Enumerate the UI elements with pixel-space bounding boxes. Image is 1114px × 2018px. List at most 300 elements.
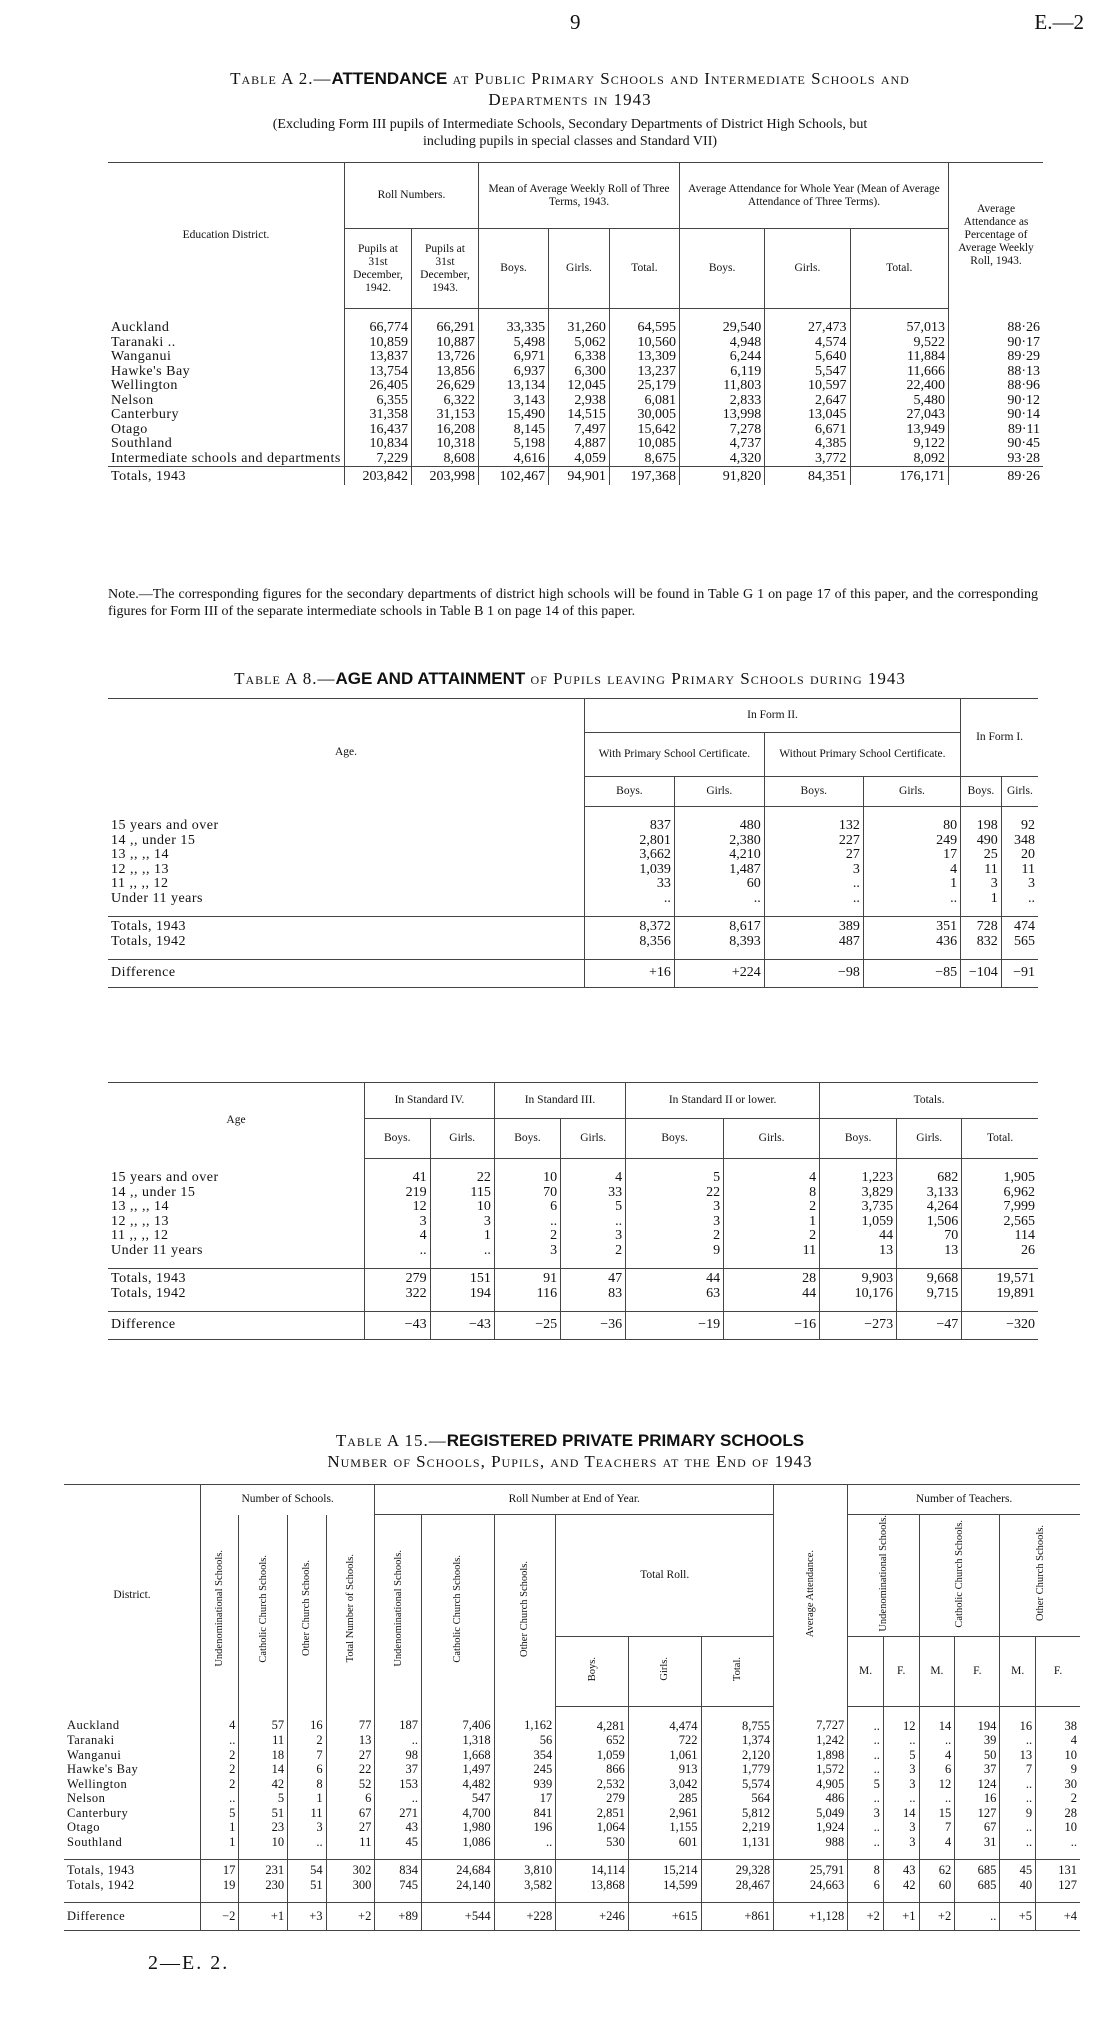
header-number-of-teachers: Number of Teachers. xyxy=(848,1485,1080,1515)
table-cell: 5,574 xyxy=(701,1777,774,1792)
table-cell: 16,437 xyxy=(345,423,412,438)
header-female: F. xyxy=(1036,1636,1080,1706)
table-cell: 2,120 xyxy=(701,1748,774,1763)
table-cell: 16,208 xyxy=(412,423,479,438)
table-cell: 187 xyxy=(375,1706,422,1733)
table-cell: 1 xyxy=(201,1835,239,1850)
header-girls: Girls. xyxy=(765,229,850,309)
table-row xyxy=(64,1835,1080,1850)
table-cell: 13,309 xyxy=(609,350,679,365)
table-cell: +2 xyxy=(848,1903,884,1931)
table-cell: +224 xyxy=(674,960,764,988)
row-label: Southland xyxy=(111,436,173,451)
table-row xyxy=(108,1186,1038,1201)
table-cell: 54 xyxy=(288,1860,326,1878)
table-cell: 7,727 xyxy=(774,1706,848,1733)
table-row xyxy=(108,452,1043,467)
table-cell: 351 xyxy=(863,917,960,935)
table-cell: .. xyxy=(863,892,960,907)
row-label: Taranaki xyxy=(67,1733,115,1748)
table-cell: 1,318 xyxy=(421,1733,494,1748)
table-cell: 33,335 xyxy=(479,309,549,336)
table-cell: 227 xyxy=(764,834,863,849)
table-cell: 15,214 xyxy=(628,1860,701,1878)
table-cell: 1,242 xyxy=(774,1733,848,1748)
table-cell: 6,971 xyxy=(479,350,549,365)
table-cell: 25 xyxy=(961,848,1002,863)
row-label: Canterbury xyxy=(111,407,179,422)
header-average-attendance: Average Attendance. xyxy=(774,1485,848,1707)
table-cell: 25,791 xyxy=(774,1860,848,1878)
table-cell: 33 xyxy=(585,877,675,892)
table-cell: 12 xyxy=(883,1706,919,1733)
header-girls: Girls. xyxy=(628,1636,701,1706)
table-cell: 1,898 xyxy=(774,1748,848,1763)
table-cell: .. xyxy=(375,1733,422,1748)
table-cell: 2,219 xyxy=(701,1820,774,1835)
row-label: 11 ,, ,, 12 xyxy=(111,1228,169,1243)
table-a15-subtitle: Number of Schools, Pupils, and Teachers at the End of 1943 xyxy=(327,1452,813,1471)
table-cell: .. xyxy=(494,1215,560,1230)
table-cell: 1 xyxy=(288,1791,326,1806)
table-cell: 90·45 xyxy=(949,437,1044,452)
table-cell: 115 xyxy=(430,1186,494,1201)
table-cell: 94,901 xyxy=(549,467,610,485)
table-cell: 4 xyxy=(863,863,960,878)
table-cell: 5 xyxy=(848,1777,884,1792)
table-cell: 38 xyxy=(1036,1706,1080,1733)
table-cell: 601 xyxy=(628,1835,701,1850)
row-label: Otago xyxy=(67,1820,101,1835)
table-cell: +1,128 xyxy=(774,1903,848,1931)
table-cell: 8 xyxy=(288,1777,326,1792)
table-cell: 30,005 xyxy=(609,408,679,423)
table-cell: 14 xyxy=(239,1762,288,1777)
row-label: Hawke's Bay xyxy=(111,363,191,379)
header-boys: Boys. xyxy=(494,1119,560,1159)
table-cell: 866 xyxy=(556,1762,629,1777)
table-cell: +3 xyxy=(288,1903,326,1931)
table-row xyxy=(108,863,1038,878)
table-cell: 3 xyxy=(365,1215,431,1230)
table-row xyxy=(108,807,1038,834)
table-cell: 4 xyxy=(561,1159,626,1186)
table-cell: +16 xyxy=(585,960,675,988)
table-cell: 474 xyxy=(1001,917,1038,935)
table-a2-title xyxy=(90,68,1050,110)
header-girls: Girls. xyxy=(724,1119,820,1159)
table-cell: 51 xyxy=(239,1806,288,1821)
table-cell: 11 xyxy=(1001,863,1038,878)
table-cell: .. xyxy=(919,1791,955,1806)
row-label: 12 ,, ,, 13 xyxy=(111,1213,169,1229)
header-catholic: Catholic Church Schools. xyxy=(421,1515,494,1707)
table-cell: 67 xyxy=(955,1820,1000,1835)
table-cell: 939 xyxy=(494,1777,556,1792)
table-cell: 1,061 xyxy=(628,1748,701,1763)
table-cell: 565 xyxy=(1001,935,1038,950)
row-label: Hawke's Bay xyxy=(67,1762,139,1777)
table-cell: 102,467 xyxy=(479,467,549,485)
row-label: 14 ,, under 15 xyxy=(111,832,196,848)
table-cell: 3,133 xyxy=(897,1186,962,1201)
table-cell: 27,473 xyxy=(765,309,850,336)
table-cell: .. xyxy=(494,1835,556,1850)
table-cell: 15,642 xyxy=(609,423,679,438)
table-cell: 10,834 xyxy=(345,437,412,452)
table-cell: 6,244 xyxy=(679,350,764,365)
table-cell: 13 xyxy=(1000,1748,1036,1763)
table-cell: +4 xyxy=(1036,1903,1080,1931)
row-label: 15 years and over xyxy=(111,1169,219,1185)
table-cell: 88·26 xyxy=(949,309,1044,336)
table-cell: +5 xyxy=(1000,1903,1036,1931)
table-cell: 84,351 xyxy=(765,467,850,485)
table-cell: 841 xyxy=(494,1806,556,1821)
table-cell: 27 xyxy=(764,848,863,863)
table-cell: 45 xyxy=(375,1835,422,1850)
table-cell: 90·12 xyxy=(949,394,1044,409)
table-cell: 60 xyxy=(674,877,764,892)
header-with-certificate: With Primary School Certificate. xyxy=(585,733,765,777)
row-label: Auckland xyxy=(67,1718,120,1733)
table-cell: 11 xyxy=(239,1733,288,1748)
table-row xyxy=(108,1215,1038,1230)
table-cell: .. xyxy=(764,892,863,907)
header-form-2: In Form II. xyxy=(585,699,961,733)
table-a2-prefix: Table A 2.— xyxy=(230,69,332,88)
table-row xyxy=(108,848,1038,863)
table-cell: 6 xyxy=(919,1762,955,1777)
table-row xyxy=(108,834,1038,849)
table-cell: 42 xyxy=(239,1777,288,1792)
table-cell: 196 xyxy=(494,1820,556,1835)
table-cell: 17 xyxy=(863,848,960,863)
table-cell: −47 xyxy=(897,1312,962,1340)
table-cell: 70 xyxy=(897,1229,962,1244)
table-cell: 3,042 xyxy=(628,1777,701,1792)
table-cell: 285 xyxy=(628,1791,701,1806)
table-cell: 22 xyxy=(430,1159,494,1186)
table-cell: 7,999 xyxy=(962,1200,1038,1215)
table-cell: 127 xyxy=(955,1806,1000,1821)
table-row xyxy=(108,892,1038,907)
table-cell: 436 xyxy=(863,935,960,950)
table-cell: 60 xyxy=(919,1878,955,1893)
table-cell: 5 xyxy=(239,1791,288,1806)
table-cell: 26,629 xyxy=(412,379,479,394)
table-cell: .. xyxy=(375,1791,422,1806)
table-cell: 1 xyxy=(724,1215,820,1230)
header-male: M. xyxy=(848,1636,884,1706)
table-cell: 93·28 xyxy=(949,452,1044,467)
table-cell: 90·14 xyxy=(949,408,1044,423)
table-cell: 11,884 xyxy=(850,350,948,365)
table-cell: 8,145 xyxy=(479,423,549,438)
table-cell: 2 xyxy=(626,1229,724,1244)
table-cell: 8,755 xyxy=(701,1706,774,1733)
table-cell: 3 xyxy=(494,1244,560,1259)
table-row xyxy=(108,350,1043,365)
table-cell: 98 xyxy=(375,1748,422,1763)
header-total: Total. xyxy=(850,229,948,309)
table-row xyxy=(108,467,1043,485)
table-cell: 13,726 xyxy=(412,350,479,365)
table-cell: 42 xyxy=(883,1878,919,1893)
table-a2-subtitle xyxy=(90,116,1050,150)
table-cell: 14 xyxy=(883,1806,919,1821)
table-cell: 1,131 xyxy=(701,1835,774,1850)
table-cell: 4,887 xyxy=(549,437,610,452)
table-cell: 131 xyxy=(1036,1860,1080,1878)
table-cell: 348 xyxy=(1001,834,1038,849)
table-cell: −16 xyxy=(724,1312,820,1340)
row-label: Taranaki .. xyxy=(111,334,176,350)
table-cell: 2 xyxy=(561,1244,626,1259)
table-cell: 16 xyxy=(955,1791,1000,1806)
table-row xyxy=(108,1269,1038,1287)
table-cell: 2,833 xyxy=(679,394,764,409)
table-cell: 12,045 xyxy=(549,379,610,394)
table-cell: 116 xyxy=(494,1287,560,1302)
table-cell: 24,140 xyxy=(421,1878,494,1893)
table-cell: 10,597 xyxy=(765,379,850,394)
row-label: 13 ,, ,, 14 xyxy=(111,1199,169,1214)
table-cell: 8,393 xyxy=(674,935,764,950)
row-label: Wellington xyxy=(67,1776,128,1791)
table-cell: 1,162 xyxy=(494,1706,556,1733)
table-cell: +615 xyxy=(628,1903,701,1931)
table-a8-prefix: Table A 8.— xyxy=(234,669,336,688)
table-cell: 28 xyxy=(1036,1806,1080,1821)
table-row xyxy=(64,1706,1080,1733)
header-teachers-catholic: Catholic Church Schools. xyxy=(919,1515,1000,1637)
table-cell: .. xyxy=(764,877,863,892)
row-label: Totals, 1943 xyxy=(108,467,345,485)
table-cell: 245 xyxy=(494,1762,556,1777)
table-cell: 31 xyxy=(955,1835,1000,1850)
table-cell: 64,595 xyxy=(609,309,679,336)
table-cell: 44 xyxy=(820,1229,897,1244)
row-label: 15 years and over xyxy=(111,817,219,833)
table-cell: 5 xyxy=(201,1806,239,1821)
row-label: Difference xyxy=(108,1312,365,1340)
table-row xyxy=(108,1159,1038,1186)
table-cell: 4,281 xyxy=(556,1706,629,1733)
table-row xyxy=(108,336,1043,351)
table-cell: 19,571 xyxy=(962,1269,1038,1287)
table-cell: +861 xyxy=(701,1903,774,1931)
table-cell: 44 xyxy=(626,1269,724,1287)
table-cell: 4,320 xyxy=(679,452,764,467)
table-cell: 1,374 xyxy=(701,1733,774,1748)
table-cell: 3 xyxy=(626,1215,724,1230)
table-cell: .. xyxy=(430,1244,494,1259)
row-label: 13 ,, ,, 14 xyxy=(111,847,169,862)
table-cell: 197,368 xyxy=(609,467,679,485)
table-cell: .. xyxy=(1000,1777,1036,1792)
table-cell: 10,859 xyxy=(345,336,412,351)
table-cell: 2 xyxy=(724,1229,820,1244)
table-cell: 1 xyxy=(201,1820,239,1835)
table-cell: 745 xyxy=(375,1878,422,1893)
table-row xyxy=(108,423,1043,438)
table-cell: 27 xyxy=(326,1820,375,1835)
table-cell: 92 xyxy=(1001,807,1038,834)
table-cell: 80 xyxy=(863,807,960,834)
table-cell: 50 xyxy=(955,1748,1000,1763)
table-row xyxy=(64,1820,1080,1835)
table-cell: .. xyxy=(883,1733,919,1748)
table-cell: −19 xyxy=(626,1312,724,1340)
table-row xyxy=(64,1777,1080,1792)
table-cell: 6 xyxy=(848,1878,884,1893)
table-cell: +2 xyxy=(326,1903,375,1931)
table-cell: 2 xyxy=(201,1748,239,1763)
table-cell: −2 xyxy=(201,1903,239,1931)
table-cell: 1 xyxy=(961,892,1002,907)
table-cell: 8,372 xyxy=(585,917,675,935)
table-cell: 3,582 xyxy=(494,1878,556,1893)
table-cell: 41 xyxy=(365,1159,431,1186)
table-cell: 17 xyxy=(494,1791,556,1806)
table-cell: 66,774 xyxy=(345,309,412,336)
table-cell: 4 xyxy=(365,1229,431,1244)
table-cell: 9,668 xyxy=(897,1269,962,1287)
table-cell: .. xyxy=(1000,1820,1036,1835)
table-cell: 203,998 xyxy=(412,467,479,485)
table-cell: 6,300 xyxy=(549,365,610,380)
table-cell: 13,134 xyxy=(479,379,549,394)
table-cell: .. xyxy=(201,1791,239,1806)
table-cell: 6,081 xyxy=(609,394,679,409)
table-cell: +544 xyxy=(421,1903,494,1931)
table-cell: 231 xyxy=(239,1860,288,1878)
table-cell: 45 xyxy=(1000,1860,1036,1878)
table-cell: 4,737 xyxy=(679,437,764,452)
row-label: Totals, 1942 xyxy=(111,1285,187,1301)
header-girls: Girls. xyxy=(430,1119,494,1159)
table-cell: 6,962 xyxy=(962,1186,1038,1201)
header-girls: Girls. xyxy=(549,229,610,309)
table-row xyxy=(108,1200,1038,1215)
table-cell: 3,143 xyxy=(479,394,549,409)
table-cell: 39 xyxy=(955,1733,1000,1748)
table-cell: 279 xyxy=(365,1269,431,1287)
table-cell: +246 xyxy=(556,1903,629,1931)
table-a2-note: Note.—The corresponding figures for the secondary departments of district high schools will be found in Table G 1 on page 17 of this paper, and the corresponding figures for Form III of the separate intermediate schools in Table B 1 on page 14 of this paper. xyxy=(108,587,1038,619)
table-cell: 12 xyxy=(365,1200,431,1215)
table-cell: 13,998 xyxy=(679,408,764,423)
table-cell: 389 xyxy=(764,917,863,935)
table-cell: 4,210 xyxy=(674,848,764,863)
table-cell: 5,480 xyxy=(850,394,948,409)
row-label: Southland xyxy=(67,1834,123,1849)
table-cell: 2,532 xyxy=(556,1777,629,1792)
table-cell: 23 xyxy=(239,1820,288,1835)
table-cell: 2 xyxy=(201,1777,239,1792)
table-cell: 302 xyxy=(326,1860,375,1878)
table-cell: 354 xyxy=(494,1748,556,1763)
table-cell: 4 xyxy=(201,1706,239,1733)
table-cell: 8,675 xyxy=(609,452,679,467)
table-cell: 6,119 xyxy=(679,365,764,380)
table-cell: 11 xyxy=(724,1244,820,1259)
table-cell: 90·17 xyxy=(949,336,1044,351)
table-cell: 56 xyxy=(494,1733,556,1748)
table-cell: 6,355 xyxy=(345,394,412,409)
table-cell: −25 xyxy=(494,1312,560,1340)
table-cell: 51 xyxy=(288,1878,326,1893)
table-cell: 17 xyxy=(201,1860,239,1878)
table-cell: 2,565 xyxy=(962,1215,1038,1230)
table-cell: 490 xyxy=(961,834,1002,849)
table-row xyxy=(64,1748,1080,1763)
table-cell: 685 xyxy=(955,1878,1000,1893)
table-cell: 29,540 xyxy=(679,309,764,336)
table-cell: 10 xyxy=(239,1835,288,1850)
table-cell: 7,278 xyxy=(679,423,764,438)
table-cell: 14,515 xyxy=(549,408,610,423)
header-male: M. xyxy=(919,1636,955,1706)
table-cell: .. xyxy=(848,1762,884,1777)
table-cell: 66,291 xyxy=(412,309,479,336)
table-cell: 153 xyxy=(375,1777,422,1792)
table-cell: 5 xyxy=(626,1159,724,1186)
header-mean-roll: Mean of Average Weekly Roll of Three Terms, 1943. xyxy=(479,163,680,229)
table-cell: .. xyxy=(848,1733,884,1748)
table-cell: .. xyxy=(848,1820,884,1835)
table-cell: 2 xyxy=(494,1229,560,1244)
header-boys: Boys. xyxy=(961,777,1002,807)
table-cell: 198 xyxy=(961,807,1002,834)
table-cell: +228 xyxy=(494,1903,556,1931)
table-cell: 9,522 xyxy=(850,336,948,351)
table-cell: 13,237 xyxy=(609,365,679,380)
table-cell: 5,049 xyxy=(774,1806,848,1821)
header-boys: Boys. xyxy=(764,777,863,807)
row-label: Totals, 1943 xyxy=(108,1269,365,1287)
table-cell: 89·11 xyxy=(949,423,1044,438)
table-cell: .. xyxy=(1000,1791,1036,1806)
header-boys: Boys. xyxy=(679,229,764,309)
table-cell: 1,155 xyxy=(628,1820,701,1835)
row-label: Otago xyxy=(111,421,148,437)
table-cell: 13,868 xyxy=(556,1878,629,1893)
table-cell: −98 xyxy=(764,960,863,988)
table-cell: 3 xyxy=(430,1215,494,1230)
table-cell: 249 xyxy=(863,834,960,849)
table-cell: 7 xyxy=(288,1748,326,1763)
table-cell: 11 xyxy=(288,1806,326,1821)
row-label: Difference xyxy=(108,960,585,988)
table-cell: 7 xyxy=(919,1820,955,1835)
table-cell: 43 xyxy=(375,1820,422,1835)
row-label: Totals, 1942 xyxy=(67,1877,135,1892)
table-cell: 14 xyxy=(919,1706,955,1733)
table-cell: 685 xyxy=(955,1860,1000,1878)
table-a8-part2 xyxy=(108,1082,1038,1340)
table-cell: 3,662 xyxy=(585,848,675,863)
table-cell: 1,668 xyxy=(421,1748,494,1763)
table-cell: 1,905 xyxy=(962,1159,1038,1186)
table-cell: 4 xyxy=(1036,1733,1080,1748)
table-cell: 11,803 xyxy=(679,379,764,394)
table-cell: 4 xyxy=(919,1748,955,1763)
table-row xyxy=(108,877,1038,892)
table-cell: 37 xyxy=(955,1762,1000,1777)
header-total-number: Total Number of Schools. xyxy=(326,1515,375,1707)
